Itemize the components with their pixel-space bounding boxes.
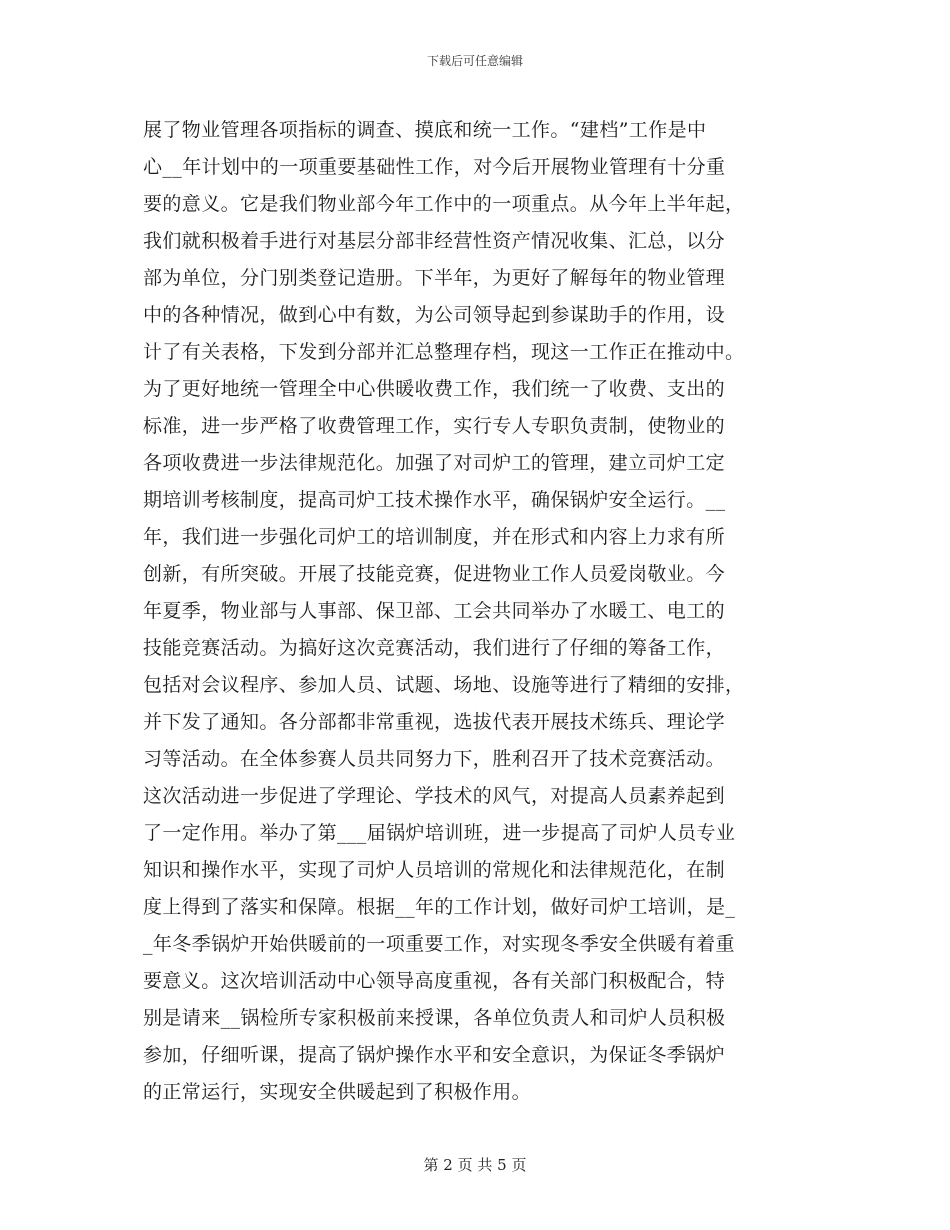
text-line: 并下发了通知。各分部都非常重视，选拔代表开展技术练兵、理论学	[143, 711, 726, 733]
text-line: 别是请来__锅检所专家积极前来授课，各单位负责人和司炉人员积极	[143, 1007, 726, 1029]
text-line: 了一定作用。举办了第___届锅炉培训班，进一步提高了司炉人员专业	[143, 822, 736, 844]
text-line: 部为单位，分门别类登记造册。下半年，为更好了解每年的物业管理	[143, 267, 726, 289]
body-text	[143, 112, 813, 1111]
text-line: _年冬季锅炉开始供暖前的一项重要工作，对实现冬季安全供暖有着重	[143, 933, 735, 955]
page-footer: 第 2 页 共 5 页	[423, 1156, 527, 1174]
text-line: 参加，仔细听课，提高了锅炉操作水平和安全意识，为保证冬季锅炉	[143, 1044, 726, 1066]
text-line: 年，我们进一步强化司炉工的培训制度，并在形式和内容上力求有所	[143, 526, 726, 548]
text-line: 期培训考核制度，提高司炉工技术操作水平，确保锅炉安全运行。__	[143, 489, 726, 511]
text-line: 为了更好地统一管理全中心供暖收费工作，我们统一了收费、支出的	[143, 378, 726, 400]
text-line: 包括对会议程序、参加人员、试题、场地、设施等进行了精细的安排，	[143, 674, 745, 696]
text-line: 计了有关表格，下发到分部并汇总整理存档，现这一工作正在推动中。	[143, 341, 745, 363]
text-line: 习等活动。在全体参赛人员共同努力下，胜利召开了技术竞赛活动。	[143, 748, 726, 770]
text-line: 要意义。这次培训活动中心领导高度重视，各有关部门积极配合，特	[143, 970, 726, 992]
text-line: 要的意义。它是我们物业部今年工作中的一项重点。从今年上半年起，	[143, 193, 745, 215]
page-header: 下载后可任意编辑	[426, 54, 523, 68]
text-line: 年夏季，物业部与人事部、保卫部、工会共同举办了水暖工、电工的	[143, 600, 726, 622]
text-line: 心__年计划中的一项重要基础性工作，对今后开展物业管理有十分重	[143, 156, 726, 178]
text-line: 技能竞赛活动。为搞好这次竞赛活动，我们进行了仔细的筹备工作，	[143, 637, 726, 659]
text-line: 这次活动进一步促进了学理论、学技术的风气，对提高人员素养起到	[143, 785, 726, 807]
text-line: 度上得到了落实和保障。根据__年的工作计划，做好司炉工培训，是_	[143, 896, 736, 918]
text-line: 知识和操作水平，实现了司炉人员培训的常规化和法律规范化，在制	[143, 859, 726, 881]
text-line: 各项收费进一步法律规范化。加强了对司炉工的管理，建立司炉工定	[143, 452, 726, 474]
text-line: 的正常运行，实现安全供暖起到了积极作用。	[143, 1081, 532, 1103]
text-line: 中的各种情况，做到心中有数，为公司领导起到参谋助手的作用，设	[143, 304, 726, 326]
text-line: 创新，有所突破。开展了技能竞赛，促进物业工作人员爱岗敬业。今	[143, 563, 726, 585]
text-line: 展了物业管理各项指标的调查、摸底和统一工作。“建档”工作是中	[143, 119, 707, 141]
text-line: 标准，进一步严格了收费管理工作，实行专人专职负责制，使物业的	[143, 415, 726, 437]
text-line: 我们就积极着手进行对基层分部非经营性资产情况收集、汇总，以分	[143, 230, 726, 252]
